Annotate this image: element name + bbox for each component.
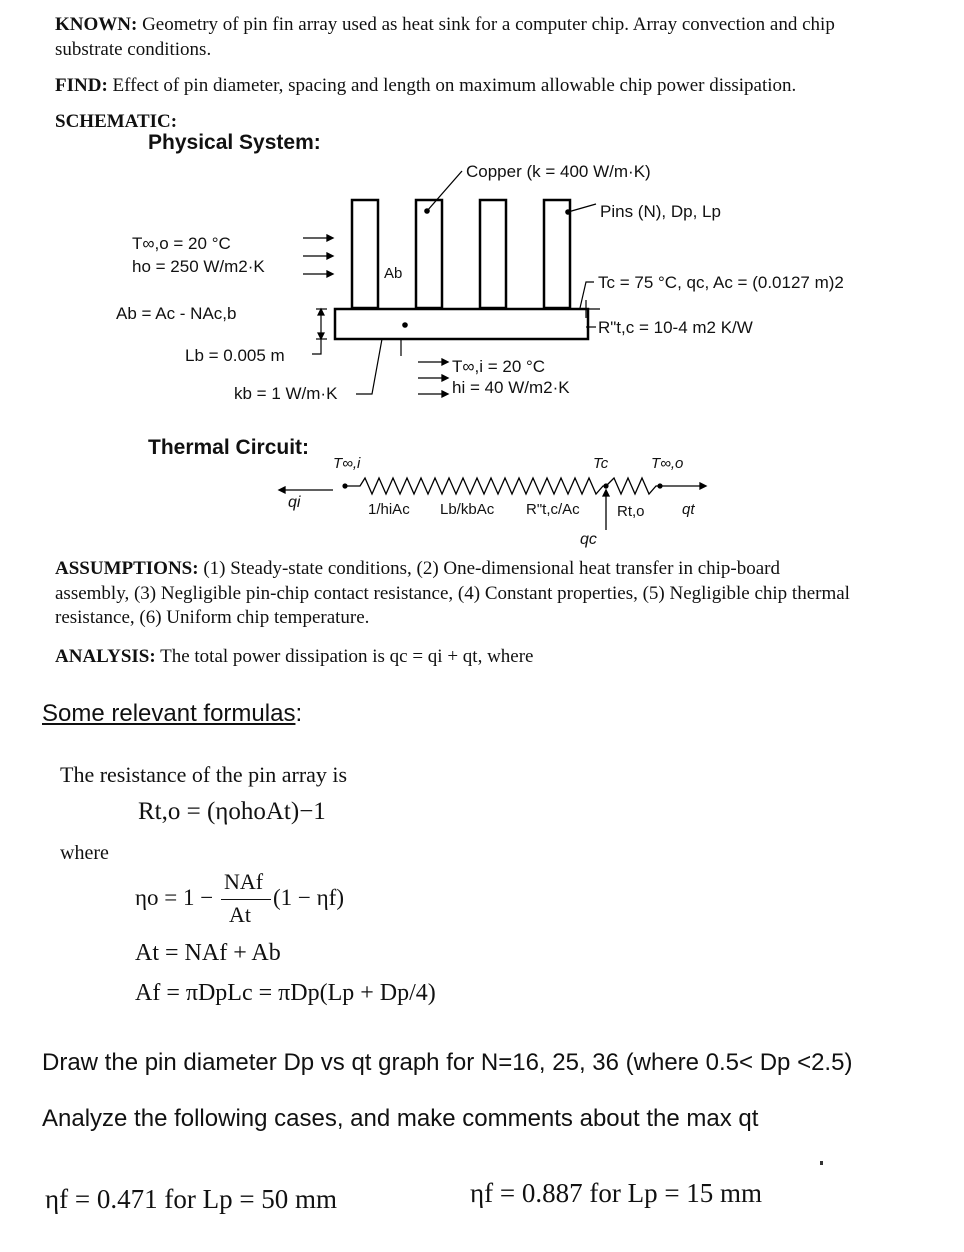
- circuit-r4: Rt,o: [617, 503, 645, 520]
- physical-system-title: Physical System:: [148, 131, 321, 154]
- h-i-label: hi = 40 W/m2·K: [452, 378, 570, 397]
- thermal-circuit-title: Thermal Circuit:: [148, 436, 310, 459]
- tc-label: Tc = 75 °C, qc, Ac = (0.0127 m)2: [598, 273, 844, 292]
- circuit-qi: qi: [288, 494, 301, 511]
- case-2: ηf = 0.887 for Lp = 15 mm: [470, 1178, 763, 1208]
- speck-mark: [820, 1161, 823, 1165]
- r-tc-label: R"t,c = 10-4 m2 K/W: [598, 318, 753, 337]
- circuit-qc: qc: [580, 531, 597, 548]
- circuit-resistors-right: [606, 478, 682, 494]
- substrate-block: [335, 309, 588, 339]
- circuit-r2: Lb/kbAc: [440, 501, 495, 518]
- assumptions-text-2: assembly, (3) Negligible pin-chip contact resistance, (4) Constant properties, (5) Negligible chip thermal: [55, 583, 850, 604]
- lb-label: Lb = 0.005 m: [185, 346, 285, 365]
- schematic-label: SCHEMATIC:: [55, 111, 178, 132]
- kb-label: kb = 1 W/m·K: [234, 384, 338, 403]
- assumptions-label: ASSUMPTIONS:: [55, 558, 199, 579]
- resistance-intro: The resistance of the pin array is: [60, 762, 348, 787]
- case-1: ηf = 0.471 for Lp = 50 mm: [45, 1184, 338, 1214]
- pin-4: [544, 200, 570, 308]
- analysis-line: [55, 646, 534, 668]
- task-line-1: Draw the pin diameter Dp vs qt graph for N=16, 25, 36 (where 0.5< Dp <2.5): [42, 1049, 853, 1076]
- ab-inner-label: Ab: [384, 265, 403, 282]
- eq-af: Af = πDpLc = πDp(Lp + Dp/4): [135, 980, 436, 1006]
- known-text: Geometry of pin fin array used as heat sink for a computer chip. Array convection and chip: [142, 14, 835, 35]
- h-o-label: ho = 250 W/m2·K: [132, 257, 265, 276]
- pins-label: Pins (N), Dp, Lp: [600, 202, 721, 221]
- t-inf-o-label: T∞,o = 20 °C: [132, 234, 231, 253]
- known-text-2: substrate conditions.: [55, 39, 212, 60]
- eq-at: At = NAf + Ab: [135, 940, 281, 966]
- assumptions-text-3: resistance, (6) Uniform chip temperature.: [55, 607, 370, 628]
- formulas-heading: [42, 700, 302, 728]
- circuit-tc: Tc: [593, 455, 609, 472]
- pin-2: [416, 200, 442, 308]
- formulas-heading-text: Some relevant formulas: [42, 700, 296, 727]
- eq-rto: Rt,o = (ηohoAt)−1: [138, 798, 326, 825]
- analysis-text: The total power dissipation is: [160, 646, 385, 667]
- circuit-r3: R"t,c/Ac: [526, 501, 580, 518]
- formulas-heading-colon: :: [295, 700, 303, 727]
- eq-eta-o-denominator: At: [229, 902, 251, 927]
- analysis-equation: qc = qi + qt: [389, 646, 478, 667]
- circuit-resistors-left: [345, 478, 606, 494]
- circuit-qt: qt: [682, 501, 695, 518]
- analysis-label: ANALYSIS:: [55, 646, 156, 667]
- pin-3: [480, 200, 506, 308]
- circuit-r1: 1/hiAc: [368, 501, 410, 518]
- fraction-bar: [221, 899, 271, 900]
- analysis-tail: , where: [477, 646, 534, 667]
- assumptions-text-1: (1) Steady-state conditions, (2) One-dimensional heat transfer in chip-board: [203, 558, 781, 579]
- eq-eta-o-lhs: ηo = 1 −: [135, 885, 214, 910]
- where-label: where: [60, 842, 109, 864]
- find-text: Effect of pin diameter, spacing and length on maximum allowable chip power dissipation.: [112, 75, 797, 96]
- circuit-t-inf-i: T∞,i: [333, 455, 361, 472]
- eq-eta-o-numerator: NAf: [224, 869, 264, 894]
- copper-label: Copper (k = 400 W/m·K): [466, 162, 651, 181]
- ab-equation: Ab = Ac - NAc,b: [116, 304, 237, 323]
- circuit-t-inf-o: T∞,o: [651, 455, 684, 472]
- task-line-2: Analyze the following cases, and make comments about the max qt: [42, 1105, 759, 1132]
- assumptions-line-1: [55, 558, 780, 580]
- find-label: FIND:: [55, 75, 108, 96]
- t-inf-i-label: T∞,i = 20 °C: [452, 357, 546, 376]
- eq-eta-o-rhs: (1 − ηf): [273, 885, 344, 910]
- pin-1: [352, 200, 378, 308]
- known-label: KNOWN:: [55, 14, 138, 35]
